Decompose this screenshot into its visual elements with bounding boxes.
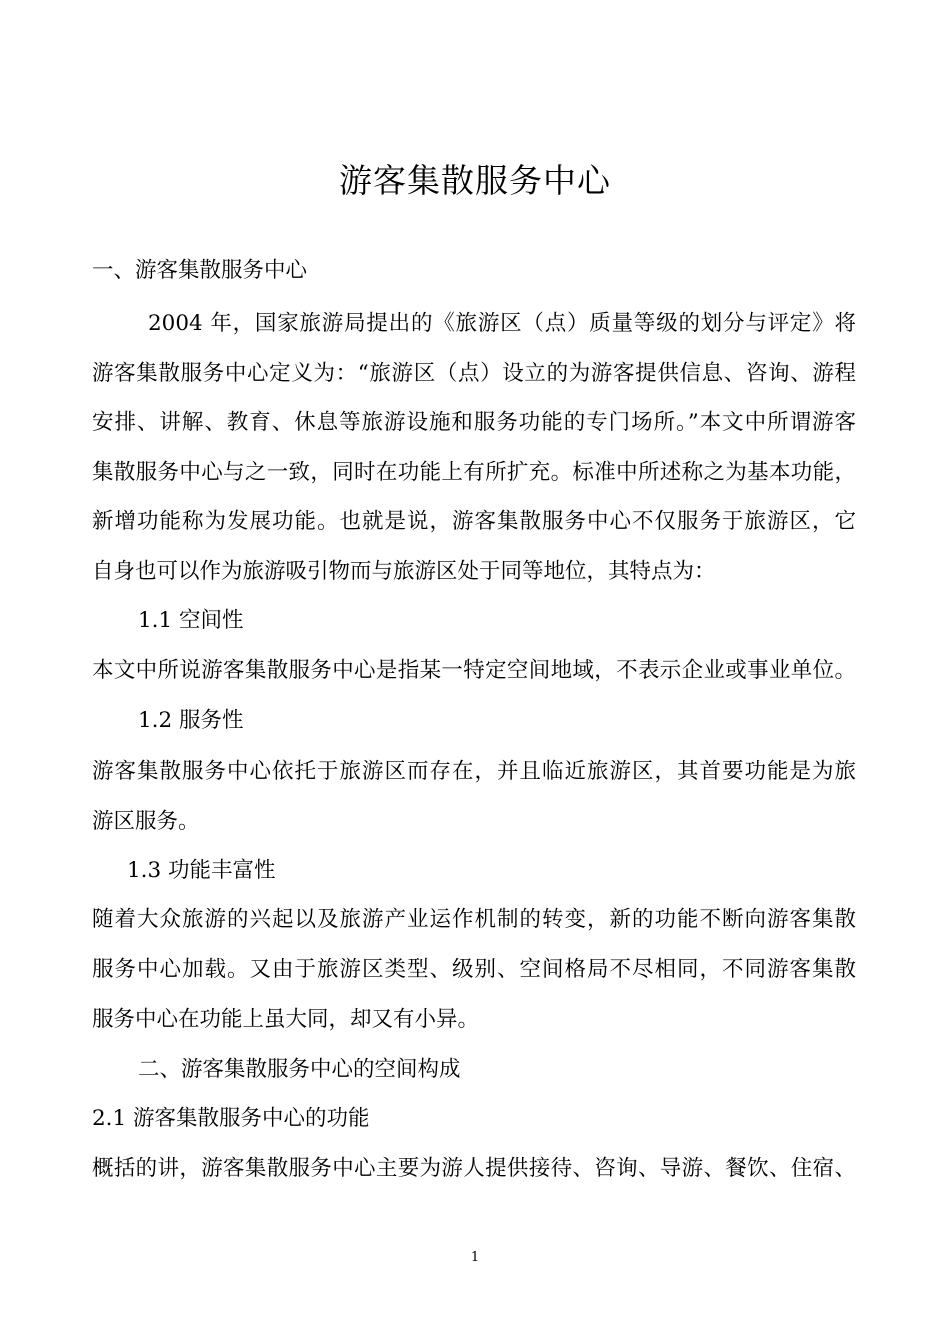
page-title: 游客集散服务中心 <box>339 161 611 200</box>
subsection-heading: 1.3 功能丰富性 <box>127 858 276 883</box>
subsection-heading: 1.2 服务性 <box>138 708 244 733</box>
paragraph-line: 服务中心在功能上虽大同，却又有小异。 <box>92 1007 480 1032</box>
page-number: 1 <box>470 1250 480 1265</box>
paragraph-line: 集散服务中心与之一致，同时在功能上有所扩充。标准中所述称之为基本功能， <box>92 460 856 485</box>
subsection-heading: 2.1 游客集散服务中心的功能 <box>92 1106 370 1131</box>
paragraph-line: 游区服务。 <box>92 809 200 834</box>
subsection-heading: 1.1 空间性 <box>138 608 244 633</box>
paragraph-line: 2004 年，国家旅游局提出的《旅游区（点）质量等级的划分与评定》将 <box>148 311 856 336</box>
paragraph-line: 安排、讲解、教育、休息等旅游设施和服务功能的专门场所。”本文中所谓游客 <box>92 410 856 435</box>
paragraph-line: 随着大众旅游的兴起以及旅游产业运作机制的转变，新的功能不断向游客集散 <box>92 907 856 932</box>
paragraph-line: 服务中心加载。又由于旅游区类型、级别、空间格局不尽相同，不同游客集散 <box>92 957 856 982</box>
paragraph-line: 本文中所说游客集散服务中心是指某一特定空间地域，不表示企业或事业单位。 <box>92 658 856 683</box>
paragraph-line: 新增功能称为发展功能。也就是说，游客集散服务中心不仅服务于旅游区，它 <box>92 509 856 534</box>
paragraph-line: 游客集散服务中心依托于旅游区而存在，并且临近旅游区，其首要功能是为旅 <box>92 759 856 784</box>
section-heading: 一、游客集散服务中心 <box>92 258 308 283</box>
paragraph-line: 自身也可以作为旅游吸引物而与旅游区处于同等地位，其特点为： <box>92 559 716 584</box>
paragraph-line: 游客集散服务中心定义为：“旅游区（点）设立的为游客提供信息、咨询、游程 <box>92 361 856 386</box>
paragraph-line: 概括的讲，游客集散服务中心主要为游人提供接待、咨询、导游、餐饮、住宿、 <box>92 1156 856 1181</box>
section-heading: 二、游客集散服务中心的空间构成 <box>138 1057 461 1082</box>
